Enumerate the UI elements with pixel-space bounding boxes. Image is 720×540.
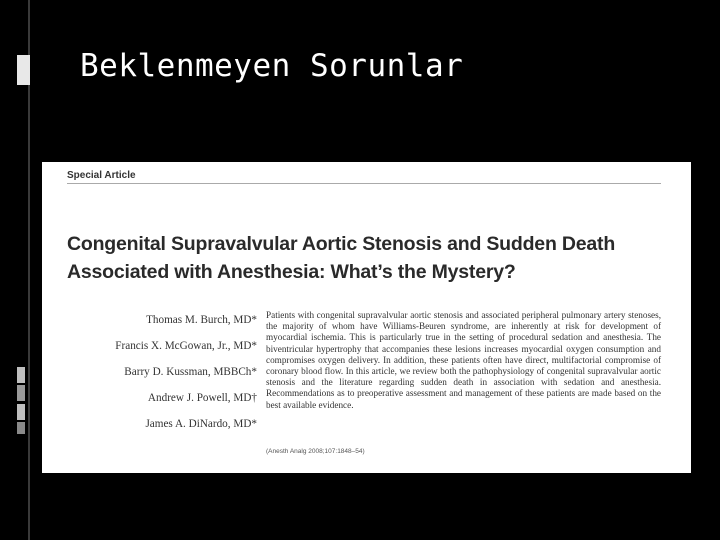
decorative-square [17,422,25,434]
author-list [112,312,257,442]
author: Francis X. McGowan, Jr., MD* [115,340,257,352]
article-abstract: Patients with congenital supravalvular aortic stenosis and associated peripheral pulmonary artery stenoses, the majority of whom have Williams-Beuren syndrome, are inherently at risk for development of myocardial ischemia. This is particularly true in the setting of procedural sedation and anesthesia. The biventricular hypertrophy that accompanies these lesions increases myocardial oxygen consumption and compromises oxygen delivery. In addition, these patients often have direct, multifactorial compromise of coronary blood flow. In this article, we review both the pathophysiology of congenital supravalvular aortic stenosis and the literature regarding sudden death in association with sedation and anesthesia. Recommendations as to preoperative assessment and management of these patients are made based on the best available evidence. [266,310,661,410]
slide-title: Beklenmeyen Sorunlar [80,48,464,84]
author: Andrew J. Powell, MD† [147,392,257,404]
decorative-square [17,404,25,420]
article-section-label: Special Article [67,170,136,181]
article-title: Congenital Supravalvular Aortic Stenosis and Sudden Death Associated with Anesthesia: What’s the Mystery? [67,233,616,283]
author: Barry D. Kussman, MBBCh* [124,366,257,378]
decorative-square [17,385,25,401]
author: Thomas M. Burch, MD* [146,314,257,326]
title-marker-square [17,55,30,85]
article-divider [67,183,661,184]
article-image [42,162,691,473]
article-citation: (Anesth Analg 2008;107:1848–54) [266,448,365,455]
decorative-square [17,367,25,383]
author: James A. DiNardo, MD* [145,418,257,430]
